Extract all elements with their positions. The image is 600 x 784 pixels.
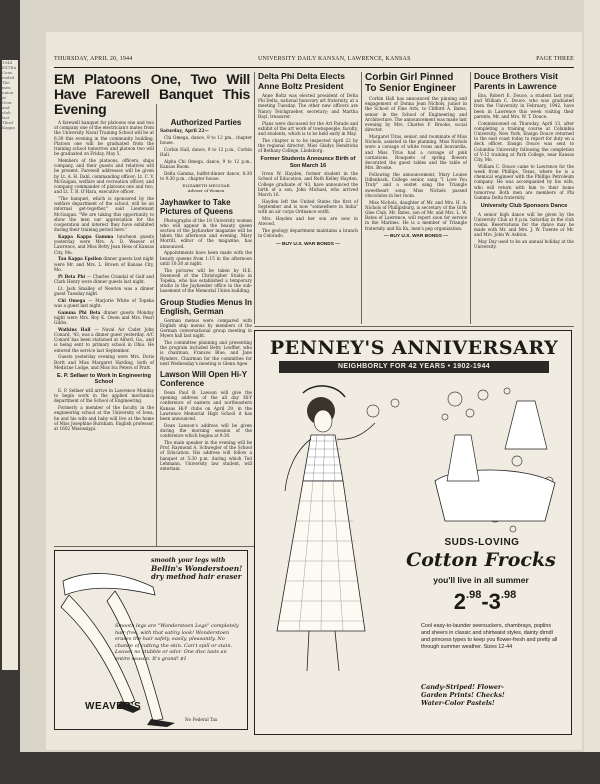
penney-footer-line: Candy-Striped! Flower- (421, 683, 504, 691)
article-paragraph: The committee planning and presenting the program included Betty Leoffler, who is chairman, Frances Blue, and Jane Rynders. Chairman for the committee for next Wednesday's meeting is Glenn Agee. (160, 340, 252, 366)
price1-cents: .98 (466, 589, 482, 601)
edge-text: Geor (2, 100, 12, 105)
society-note-name: Tau Kappa Epsilon (58, 256, 104, 262)
column-rule (470, 72, 471, 324)
article-paragraph: Members of the platoons, officers, ships company, and their guests and relatives will be present. Farewell addresses will be given by Lt. A. H. Dahl, commanding officer; Lt. C. V. McGuigan, welfare and recreation officer, and company commander of platoons one and two, and Lt. T. B. O'Hara, executive officer. (54, 158, 154, 195)
newspaper-page (46, 32, 582, 750)
society-notes (54, 234, 154, 370)
university-club-headline: University Club Sponsors Dance (480, 203, 568, 210)
price2-cents: .98 (500, 589, 517, 601)
weaver-tagline: smooth your legs with (151, 557, 226, 564)
article-paragraph: The pictures will be taken by H.E. Swenwell of the Christopher Studio in Topeka, who has established a temporary studio in the Jayhawker office in the sub-basement of the Memorial Union building. (160, 267, 252, 294)
header-page: PAGE THREE (536, 56, 574, 62)
article-paragraph: Appointments have been made with the beauty queens from 1:15 in the afternoon until 10:30 at night. (160, 250, 252, 266)
article-paragraph: The chapter is to be inspected April 22 by the regional director, Miss Gladys Hendricks of Bethany College, Lindsborg. (258, 137, 358, 154)
jayhawker-headline: Jayhawker to Take Pictures of Queens (160, 197, 233, 216)
edge-text: ended (2, 75, 15, 80)
article-paragraph: May Day used to be an annual holiday at the University. (474, 239, 574, 250)
section-rule (254, 326, 574, 327)
article-paragraph: The geology department maintains a branch in Colorado. (258, 228, 358, 239)
parties-headline: Authorized Parties (170, 118, 242, 127)
article-paragraph: Anne Boltz was elected president of Delta Phi Delta, national honorary art fraternity, at a meeting Tuesday. The other new officers are Nancy Teichgraeber, secretary; and Martha Rayl, treasurer. (258, 93, 358, 119)
weaver-body: Smooth legs are "Wonderstoen Legs" completely hair-free, with that satiny look! Wonderstoen erases the hair safely, easily, pleasantly. No chance of cutting the skin. Can't spill or stain. Leaves no stubble or odor. One disc lasts an entire season. It's grand! $1 (115, 623, 239, 662)
society-note: Tau Kappa Epsilon dinner guests last night were Mr. and Mrs. L. Brown of Kansas City, Mo. (54, 256, 154, 272)
sellaer-article (54, 388, 154, 431)
penney-footer (421, 683, 561, 707)
article-paragraph: Hayden left the United States the first of September and is now "somewhere in India" with an air corps Ordnance outfit. (258, 198, 358, 215)
university-club-article (474, 212, 574, 250)
society-note: Lt. Jack Smalley of Newton was a dinner guest Tuesday night. (54, 285, 154, 296)
weaver-product-line2: dry method hair eraser (151, 572, 242, 581)
article-paragraph: German menus were compared with English ship menus by members of the German conversational group meeting in Myers hall last night. (160, 317, 252, 339)
edge-text: Cons (2, 70, 13, 75)
lawson-headline: Lawson Will Open Hi-Y Conference (160, 370, 247, 389)
article-paragraph: Irven W. Hayden, former student in the School of Education, and Ruth Kelley Hayden, College graduate of '43, have announced the birth of a son, John Michael, who arrived March 16. (258, 171, 358, 198)
society-note-name: Kappa Kappa Gamma (58, 234, 118, 240)
article-paragraph: Dean Lawson's address will be given during the morning session of the conference which begins at 9:30. (160, 422, 252, 439)
jayhawker-article (160, 218, 252, 294)
penney-product: Cotton Frocks (406, 549, 556, 571)
penney-footer-line: Water-Color Pastels! (421, 699, 495, 707)
penney-description: Cool easy-to-launder seersuckers, chambrays, poplins and sheers in classic and shirtwaist styles, dainty dirndl and princess types to keep you flower-fresh and pretty all through summer weather. Sizes 12-44 (421, 623, 558, 650)
page-header (54, 56, 574, 66)
adjacent-page-edge (2, 60, 18, 670)
lawson-article (160, 390, 252, 471)
edge-text: last (2, 115, 10, 120)
article-paragraph: A senior high dance will be given by the University Club at 8 p.m. Saturday in the club rooms. Reservations for the dance may be made with Mr. and Mrs. J. W. Twente or Mr. and Mrs. John W. Ashton. (474, 211, 574, 238)
edge-text: at (2, 95, 6, 100)
article-paragraph: Photographs of the 18 University women who will appear in the beauty queen section of the Jayhawker magazine will be taken this afternoon and evening, Mary Morrill, editor of the magazine, has announced. (160, 217, 252, 249)
sellaer-headline: E. P. Sellaer to Work In Engineering School (57, 373, 151, 386)
article-paragraph: A farewell banquet for platoons one and two of company one of the electrician's mates from the University Naval Training School will be at 6:30 this evening in the community building. Platoon one will be graduated from the training school tomorrow and platoon two will be graduated on Friday, May 5. (54, 120, 154, 157)
party-listing: Corbin Hall, dance, 9 to 12 p.m., Corbin Hall. (160, 147, 252, 158)
delta-phi-headline: Delta Phi Delta Elects Anne Boltz President (258, 71, 345, 91)
article-paragraph: E. P. Sellaer will arrive in Lawrence Monday to begin work in the applied mechanics department of the School of Engineering. (54, 387, 154, 404)
em-platoons-article (54, 120, 154, 232)
penney-suds: SUDS-LOVING (444, 537, 520, 548)
em-platoons-headline: EM Platoons One, Two Will Have Farewell Banquet This Evening (54, 71, 250, 117)
society-note: Watkins Hall — Naval Air Cadet John Conard, '43, was a dinner guest yesterday. A/C Conard has been stationed at Alford, Ga., and is being sent to primary school in Ohio. He entered the service last September. (54, 326, 154, 353)
article-paragraph: Corbin Hall has announced the pinning and engagement of Donna Jean Nichols, junior in the School of Fine Arts, to Clifford A. Bates, senior in the School of Engineering and Architecture. The announcement was made last evening by Mrs. Charles F. Brooke, social director. (365, 96, 467, 133)
group-studies-article (160, 318, 252, 366)
weaver-store-name: WEAVER'S (85, 701, 142, 712)
scanner-frame-bottom (0, 752, 600, 784)
penney-banner: NEIGHBORLY FOR 42 YEARS • 1902-1944 (279, 361, 549, 373)
dress-illustrations-icon (255, 331, 573, 736)
society-note: Gamma Phi Beta dinner guests Monday night were Mrs. Roy K. Owen and Mrs. Pearl Gibbs. (54, 309, 154, 326)
article-paragraph: Miss Nichols, daughter of Mr. and Mrs. H. A. Nichols of Phillipsburg, is secretary of the Girls Glee Club. Mr. Bates, son of Mr. and Mrs. L. W. Bates of Lawrence, will report soon for service in the Marines. He is a member of Triangle fraternity and Ku Ku, men's pep organization. (365, 199, 467, 231)
edge-text: Third (2, 120, 13, 125)
edge-text: Kappa (2, 125, 15, 130)
delta-phi-article (258, 93, 358, 153)
douce-article (474, 93, 574, 200)
society-note-name: Chi Omega (58, 297, 89, 303)
parties-signature (160, 183, 252, 193)
society-note: Chi Omega — Marjorie White of Topeka was a guest last night. (54, 297, 154, 308)
edge-text: club (2, 110, 11, 115)
edge-text: 1944 (2, 60, 13, 65)
section-rule (54, 546, 254, 547)
party-listing: Alpha Chi Omega, dance, 9 to 12 p.m., Kansas Room. (160, 159, 252, 170)
article-paragraph: Margaret Titus, senior, and roommate of Miss Nichols, assisted in the planning. Miss Nichols wore a corsage of white roses and bouvardia, and Miss Titus had a corsage of pink carnations. Bouquets of spring flowers decorated the guest tables and the table of Mrs. Brooke. (365, 134, 467, 171)
penney-footer-line: Garden Prints! Checks! (421, 691, 505, 699)
society-note: Guests yesterday evening were Mrs. Doris Bortt and Miss Margaret Harding, both of Medicine Lodge, and Miss Iva Peters of Pratt. (54, 354, 154, 370)
article-paragraph: "The banquet, which is sponsored by the welfare department of the school, will be an informal get-together," said Lieutenant McGuigan. "We are taking this opportunity to show the men our appreciation for the cooperation and interest they have exhibited during their training period here." (54, 196, 154, 233)
weaver-product-line1: Bellin's Wonderstoen! (151, 564, 243, 573)
column-2 (160, 104, 252, 546)
header-title: UNIVERSITY DAILY KANSAN, LAWRENCE, KANSAS (257, 56, 411, 62)
penney-title: PENNEY'S ANNIVERSARY (269, 337, 559, 359)
price1-dollars: 2 (453, 589, 467, 614)
column-3 (258, 72, 358, 324)
society-note-name: Gamma Phi Beta (58, 309, 104, 315)
weavers-wonderstoen-ad (54, 550, 248, 730)
article-paragraph: Following the announcement, Mary Louise Dillenback, College senior, sang "I Love You Truly" and a sextet sang the Triangle sweetheart song. Miss Nichols passed chocolates in her room. (365, 172, 467, 198)
former-students-article (258, 171, 358, 238)
edge-text: and (2, 105, 10, 110)
signature-line: Adviser of Women (187, 188, 225, 194)
society-note: Pi Beta Phi — Charles Crandal of Gulf and Clark Henry were dinner guests last night. (54, 273, 154, 284)
parties-list (160, 135, 252, 181)
column-rule (156, 104, 157, 546)
article-paragraph: Plans were discussed for the Art Parade and exhibit of the art work of townspeople, faculty, and students, which is to be held early in May. (258, 120, 358, 137)
war-bonds-slug: — BUY U.S. WAR BONDS — (383, 233, 449, 239)
column-4 (365, 72, 467, 324)
header-rule (54, 67, 574, 68)
weaver-tax-note: No Federal Tax (185, 717, 218, 722)
article-paragraph: Formerly a member of the faculty in the engineering school at the University of Iowa, he and his wife and baby will live at the home of Miss Josephine Burnham, English professor, at 1602 Mississippi. (54, 405, 154, 431)
penney-price (415, 589, 555, 615)
scanner-frame-right (584, 0, 600, 784)
group-studies-headline: Group Studies Menus In English, German (160, 297, 253, 316)
society-note-name: Watkins Hall (58, 326, 95, 332)
parties-date: Saturday, April 22— (160, 129, 209, 134)
price-dash: - (481, 589, 489, 614)
edge-text: union (2, 90, 14, 95)
edge-text: EXTRA (2, 65, 17, 70)
penney-tagline: you'll live in all summer (433, 575, 529, 585)
price2-dollars: 3 (488, 589, 501, 614)
penneys-anniversary-ad (254, 330, 572, 735)
article-paragraph: The main speaker in the evening will be Prof. Raymond A. Schwegler of the School of Education. His address will follow a banquet at 5:30 p.m. during which Ted Lehmann, University law student, will entertain. (160, 440, 252, 472)
society-note: Kappa Kappa Gamma luncheon guests yesterday were Mrs. A. D. Weaver of Lawrence, and Miss Betty Jean Hess of Kansas City, Mo. (54, 234, 154, 255)
header-date: THURSDAY, APRIL 20, 1944 (54, 56, 133, 62)
party-listing: Chi Omega, dance, 9 to 12 pm., chapter house. (160, 135, 252, 146)
edge-text: The (2, 80, 10, 85)
column-rule (254, 72, 255, 324)
article-paragraph: Commissioned on Thursday, April 13, after completing a training course at Columbia University, New York, Ensign Douce returned to the east coast today to report for duty on a deck officer. Ensign Douce was sent to Columbia University following the completion of V-12 training at Park College, near Kansas City, Mo. (474, 120, 574, 163)
article-paragraph: Dean Paul B. Lawson will give the opening address of the all day Hi-Y conference of eastern and northeastern Kansas Hi-Y clubs on April 29, in the Lawrence Memorial High School it has been announced. (160, 390, 252, 422)
party-listing: Delta Gamma, buffet-dinner dance, 6:30 to 9:30 p.m., chapter house. (160, 171, 252, 182)
society-note-name: Pi Beta Phi (58, 273, 87, 279)
corbin-article (365, 96, 467, 231)
edge-text: men (2, 85, 11, 90)
column-5 (474, 72, 574, 324)
corbin-headline: Corbin Girl Pinned To Senior Engineer (365, 72, 456, 94)
article-paragraph: Ens. Robert E. Douce, a student last year, and William C. Douce, who was graduated from the University in February, 1942, have been in Lawrence this week visiting their parents, Mr. and Mrs. W. T. Douce. (474, 93, 574, 119)
douce-headline: Douce Brothers Visit Parents in Lawrence (474, 71, 558, 91)
article-paragraph: Mrs. Hayden and her son are now in Atwood. (258, 216, 358, 227)
war-bonds-slug: — BUY U.S. WAR BONDS — (275, 242, 341, 248)
column-rule (361, 72, 362, 324)
article-paragraph: William C. Douce came to Lawrence for the week from Phillips, Texas, where he is a chemical engineer with the Phillips Petroleum company. He was accompanied by his wife, who will return with him to their home tomorrow. Both men are members of Phi Gamma Delta fraternity. (474, 163, 574, 201)
signature-line: ELIZABETH MEGUIAR (182, 183, 230, 189)
former-students-headline: Former Students Announce Birth of Son March 16 (260, 156, 356, 169)
